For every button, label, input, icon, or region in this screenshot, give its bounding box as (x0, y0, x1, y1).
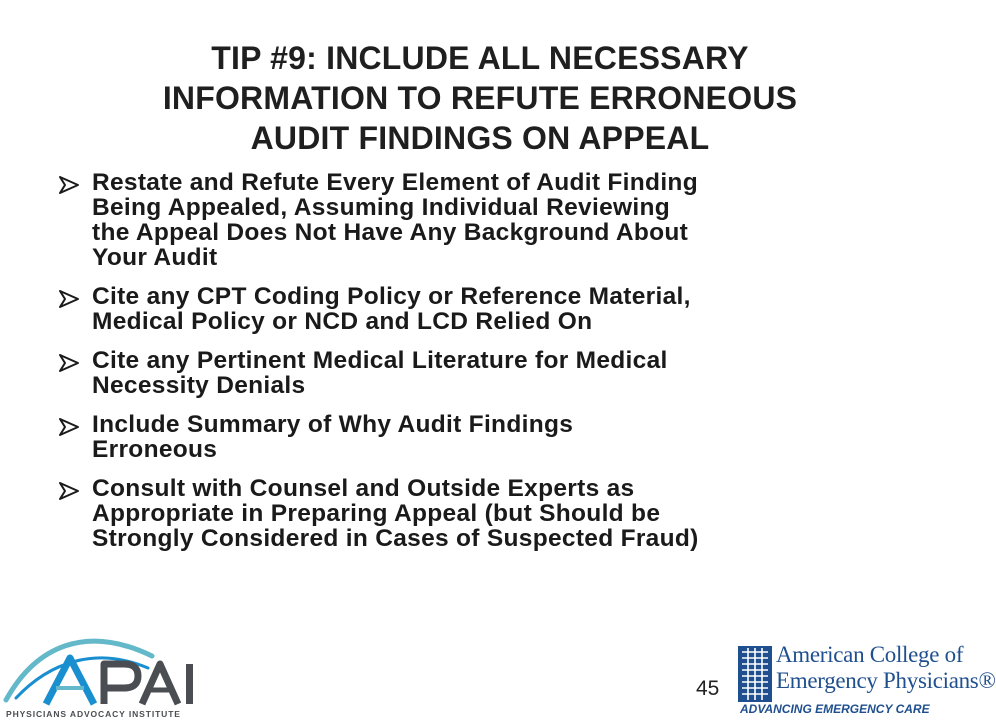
bullet-line: Include Summary of Why Audit Findings (92, 411, 574, 438)
bullet-item (58, 170, 938, 270)
bullet-line: Strongly Considered in Cases of Suspected Fraud) (92, 525, 699, 552)
acep-star-of-life-icon (738, 646, 772, 702)
acep-logo-tagline: ADVANCING EMERGENCY CARE (740, 702, 930, 716)
bullet-item (58, 412, 938, 462)
bullet-line: Being Appealed, Assuming Individual Reviewing (92, 194, 670, 221)
acep-logo-line: American College of (776, 642, 964, 667)
pai-logo (0, 628, 250, 720)
bullet-text (92, 170, 698, 270)
bullet-line: the Appeal Does Not Have Any Background About (92, 219, 689, 246)
bullet-line: Appropriate in Preparing Appeal (but Should be (92, 500, 661, 527)
bullet-item (58, 476, 938, 551)
title-line: AUDIT FINDINGS ON APPEAL (250, 120, 710, 156)
bullet-list (58, 170, 938, 565)
arrow-bullet-icon (58, 172, 92, 198)
acep-logo-line: Emergency Physicians® (776, 668, 996, 693)
bullet-line: Erroneous (92, 436, 218, 463)
slide-title (60, 38, 900, 158)
bullet-text (92, 476, 699, 551)
bullet-line: Necessity Denials (92, 372, 306, 399)
bullet-text (92, 412, 573, 462)
bullet-item (58, 284, 938, 334)
bullet-line: Your Audit (92, 244, 218, 271)
acep-logo-wordmark (776, 642, 996, 694)
bullet-line: Medical Policy or NCD and LCD Relied On (92, 308, 593, 335)
arrow-bullet-icon (58, 286, 92, 312)
arrow-bullet-icon (58, 350, 92, 376)
bullet-text (92, 348, 668, 398)
arrow-bullet-icon (58, 478, 92, 504)
title-line: INFORMATION TO REFUTE ERRONEOUS (162, 80, 798, 116)
acep-logo (736, 640, 996, 720)
title-line: TIP #9: INCLUDE ALL NECESSARY (211, 40, 749, 76)
bullet-line: Cite any Pertinent Medical Literature for Medical (92, 347, 668, 374)
bullet-item (58, 348, 938, 398)
pai-logo-tagline: PHYSICIANS ADVOCACY INSTITUTE (6, 709, 181, 719)
bullet-line: Cite any CPT Coding Policy or Reference Material, (92, 283, 691, 310)
page-number: 45 (696, 677, 720, 700)
bullet-text (92, 284, 691, 334)
bullet-line: Consult with Counsel and Outside Experts as (92, 475, 635, 502)
bullet-line: Restate and Refute Every Element of Audit Finding (92, 169, 698, 196)
arrow-bullet-icon (58, 414, 92, 440)
